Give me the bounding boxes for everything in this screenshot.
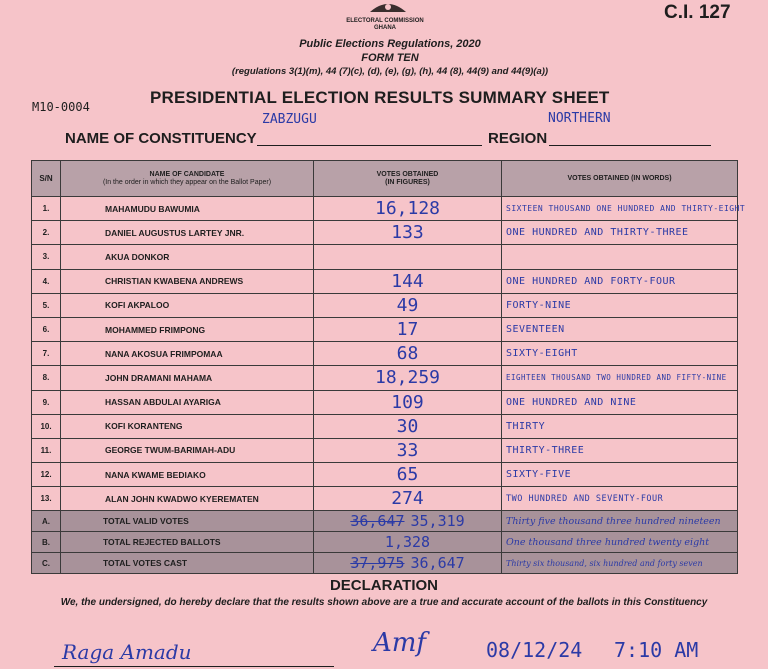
votes-figures: 65 [314,463,502,487]
votes-figures: 274 [314,487,502,511]
total-label: TOTAL REJECTED BALLOTS [61,532,314,553]
constituency-label: NAME OF CONSTITUENCY [65,130,257,147]
row-sn: 8. [32,366,61,390]
candidate-name: NANA KWAME BEDIAKO [61,463,314,487]
table-row [32,269,738,293]
signature: Amf [373,628,427,658]
constituency-field [257,145,482,146]
table-row [32,390,738,414]
form-code: C.I. 127 [664,2,731,23]
candidate-name: KOFI KORANTENG [61,414,314,438]
header-candidate-sub: (In the order in which they appear on the Ballot Paper) [102,178,272,186]
table-row [32,342,738,366]
header-figures-label: VOTES OBTAINED [376,170,439,178]
votes-figures: 18,259 [314,366,502,390]
votes-figures: 16,128 [314,197,502,221]
corrected-figure: 36,647 [410,554,465,573]
votes-words: THIRTY-THREE [502,438,738,462]
votes-words: ONE HUNDRED AND FORTY-FOUR [502,269,738,293]
corrected-figure: 35,319 [410,512,465,531]
table-row [32,487,738,511]
candidate-name: JOHN DRAMANI MAHAMA [61,366,314,390]
table-row [32,438,738,462]
votes-figures: 30 [314,414,502,438]
votes-figures: 33 [314,438,502,462]
table-row [32,463,738,487]
signatory-name: Raga Amadu [62,640,192,664]
row-sn: 4. [32,269,61,293]
regulation-references: (regulations 3(1)(m), 44 (7)(c), (d), (e), (g), (h), 44 (8), 44(9) and 44(9)(a)) [231,66,549,77]
candidate-name: DANIEL AUGUSTUS LARTEY JNR. [61,221,314,245]
regulations-block [200,37,580,79]
votes-words: FORTY-NINE [502,293,738,317]
total-label: TOTAL VALID VOTES [61,511,314,532]
votes-words: SEVENTEEN [502,317,738,341]
votes-words: EIGHTEEN THOUSAND TWO HUNDRED AND FIFTY-NINE [502,366,738,390]
commission-name [300,18,470,32]
votes-words: ONE HUNDRED AND NINE [502,390,738,414]
row-sn: 5. [32,293,61,317]
table-row [32,366,738,390]
row-sn: 1. [32,197,61,221]
total-label: TOTAL VOTES CAST [61,553,314,574]
row-sn: 11. [32,438,61,462]
total-figures: 1,328 [314,532,502,553]
votes-figures: 17 [314,317,502,341]
votes-words: SIXTY-FIVE [502,463,738,487]
declaration-text: We, the undersigned, do hereby declare that the results shown above are a true and accurate account of the ballots in this Constituency [60,597,708,608]
declaration-title: DECLARATION [329,577,439,594]
candidate-name: NANA AKOSUA FRIMPOMAA [61,342,314,366]
commission-label: ELECTORAL COMMISSION [346,18,424,24]
candidate-name: ALAN JOHN KWADWO KYEREMATEN [61,487,314,511]
row-sn: A. [32,511,61,532]
header-figures-sub: (IN FIGURES) [385,178,430,186]
candidate-name: GEORGE TWUM-BARIMAH-ADU [61,438,314,462]
votes-words: ONE HUNDRED AND THIRTY-THREE [502,221,738,245]
row-sn: 9. [32,390,61,414]
table-row [32,221,738,245]
total-words: One thousand three hundred twenty eight [502,532,738,553]
table-row [32,245,738,269]
table-row [32,197,738,221]
page-title: PRESIDENTIAL ELECTION RESULTS SUMMARY SHEET [150,88,610,107]
candidate-name: MAHAMUDU BAWUMIA [61,197,314,221]
form-name: FORM TEN [361,52,419,64]
results-table [31,160,746,574]
votes-words: TWO HUNDRED AND SEVENTY-FOUR [502,487,738,511]
row-sn: B. [32,532,61,553]
candidate-name: MOHAMMED FRIMPONG [61,317,314,341]
row-sn: 6. [32,317,61,341]
struck-figure: 36,647 [350,512,405,531]
header-figures [314,161,502,197]
total-row [32,532,738,553]
votes-figures [314,245,502,269]
region-label: REGION [488,130,548,147]
electoral-commission-emblem [368,0,408,14]
votes-figures: 49 [314,293,502,317]
total-words: Thirty five thousand three hundred nineteen [502,511,738,532]
table-row [32,414,738,438]
candidate-name: AKUA DONKOR [61,245,314,269]
table-header-row [32,161,738,197]
struck-figure: 37,975 [350,554,405,573]
total-row [32,553,738,574]
row-sn: 2. [32,221,61,245]
total-figures [314,553,502,574]
region-value: NORTHERN [548,111,611,126]
header-sn: S/N [32,161,61,197]
row-sn: 10. [32,414,61,438]
time-value: 7:10 AM [614,638,699,662]
signatory-line [54,666,334,667]
header-candidate [61,161,314,197]
form-serial: M10-0004 [32,100,90,114]
votes-figures: 109 [314,390,502,414]
row-sn: 12. [32,463,61,487]
votes-words: THIRTY [502,414,738,438]
votes-words: SIXTY-EIGHT [502,342,738,366]
candidate-name: KOFI AKPALOO [61,293,314,317]
row-sn: 7. [32,342,61,366]
candidate-name: HASSAN ABDULAI AYARIGA [61,390,314,414]
country-label: GHANA [374,25,396,31]
votes-words: SIXTEEN THOUSAND ONE HUNDRED AND THIRTY-EIGHT [502,197,738,221]
total-words: Thirty six thousand, six hundred and forty seven [502,553,738,574]
votes-figures: 144 [314,269,502,293]
votes-figures: 68 [314,342,502,366]
candidate-name: CHRISTIAN KWABENA ANDREWS [61,269,314,293]
row-sn: C. [32,553,61,574]
table-row [32,293,738,317]
votes-figures: 133 [314,221,502,245]
region-field [549,145,711,146]
row-sn: 13. [32,487,61,511]
constituency-value: ZABZUGU [262,112,317,127]
total-figures [314,511,502,532]
regulation-title: Public Elections Regulations, 2020 [299,38,481,50]
header-candidate-label: NAME OF CANDIDATE [149,170,225,178]
votes-words [502,245,738,269]
date-value: 08/12/24 [486,638,583,662]
table-row [32,317,738,341]
row-sn: 3. [32,245,61,269]
total-row [32,511,738,532]
header-words: VOTES OBTAINED (IN WORDS) [502,161,738,197]
